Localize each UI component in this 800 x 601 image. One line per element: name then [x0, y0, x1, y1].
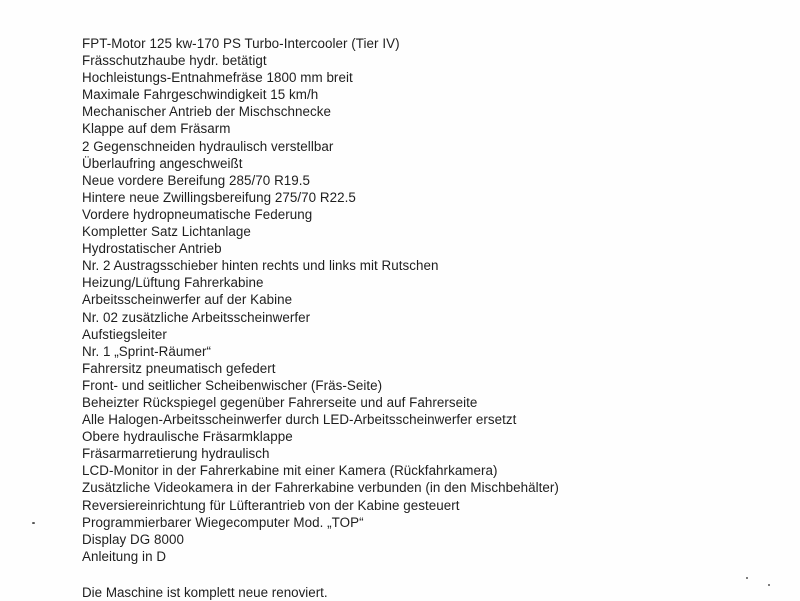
equipment-feature-list — [82, 35, 559, 565]
feature-list-item: Fahrersitz pneumatisch gefedert — [82, 360, 276, 376]
feature-list-item: Vordere hydropneumatische Federung — [82, 206, 313, 222]
feature-list-item: Alle Halogen-Arbeitsscheinwerfer durch LED-Arbeitsscheinwerfer ersetzt — [82, 412, 517, 428]
feature-list-item: FPT-Motor 125 kw-170 PS Turbo-Intercooler (Tier IV) — [82, 36, 400, 51]
feature-list-item: Hydrostatischer Antrieb — [82, 241, 222, 257]
feature-list-item: 2 Gegenschneiden hydraulisch verstellbar — [82, 138, 334, 154]
feature-list-item: Neue vordere Bereifung 285/70 R19.5 — [82, 172, 311, 188]
feature-list-item: Display DG 8000 — [82, 531, 184, 547]
feature-list-item: Programmierbarer Wiegecomputer Mod. „TOP“ — [82, 514, 364, 530]
feature-list-item: Maximale Fahrgeschwindigkeit 15 km/h — [82, 87, 319, 103]
feature-list-item: Anleitung in D — [82, 548, 167, 564]
scan-speck — [768, 584, 770, 586]
feature-list-item: Fräsarmarretierung hydraulisch — [82, 446, 270, 462]
feature-list-item: Kompletter Satz Lichtanlage — [82, 224, 251, 240]
feature-list-item: Heizung/Lüftung Fahrerkabine — [82, 275, 264, 291]
feature-list-item: Nr. 2 Austragsschieber hinten rechts und links mit Rutschen — [82, 258, 439, 274]
feature-list-item: Mechanischer Antrieb der Mischschnecke — [82, 104, 331, 120]
feature-list-item: Beheizter Rückspiegel gegenüber Fahrerseite und auf Fahrerseite — [82, 394, 478, 410]
feature-list-item: Überlaufring angeschweißt — [82, 155, 243, 171]
renovation-note: Die Maschine ist komplett neue renoviert. — [82, 585, 328, 600]
feature-list-item: Front- und seitlicher Scheibenwischer (Fräs-Seite) — [82, 377, 383, 393]
feature-list-item: Hintere neue Zwillingsbereifung 275/70 R22.5 — [82, 189, 356, 205]
scan-speck — [32, 522, 35, 524]
feature-list-item: Klappe auf dem Fräsarm — [82, 121, 231, 137]
feature-list-item: Frässchutzhaube hydr. betätigt — [82, 53, 267, 69]
feature-list-item: Obere hydraulische Fräsarmklappe — [82, 429, 293, 445]
feature-list-item: Nr. 02 zusätzliche Arbeitsscheinwerfer — [82, 309, 311, 325]
feature-list-item: Aufstiegsleiter — [82, 326, 167, 342]
feature-list-item: Nr. 1 „Sprint-Räumer“ — [82, 343, 212, 359]
feature-list-item: Zusätzliche Videokamera in der Fahrerkabine verbunden (in den Mischbehälter) — [82, 480, 559, 496]
feature-list-item: LCD-Monitor in der Fahrerkabine mit einer Kamera (Rückfahrkamera) — [82, 463, 498, 479]
feature-list-item: Reversiereinrichtung für Lüfterantrieb von der Kabine gesteuert — [82, 497, 460, 513]
scan-speck — [746, 577, 748, 579]
feature-list-item: Hochleistungs-Entnahmefräse 1800 mm breit — [82, 70, 353, 86]
feature-list-item: Arbeitsscheinwerfer auf der Kabine — [82, 292, 293, 308]
